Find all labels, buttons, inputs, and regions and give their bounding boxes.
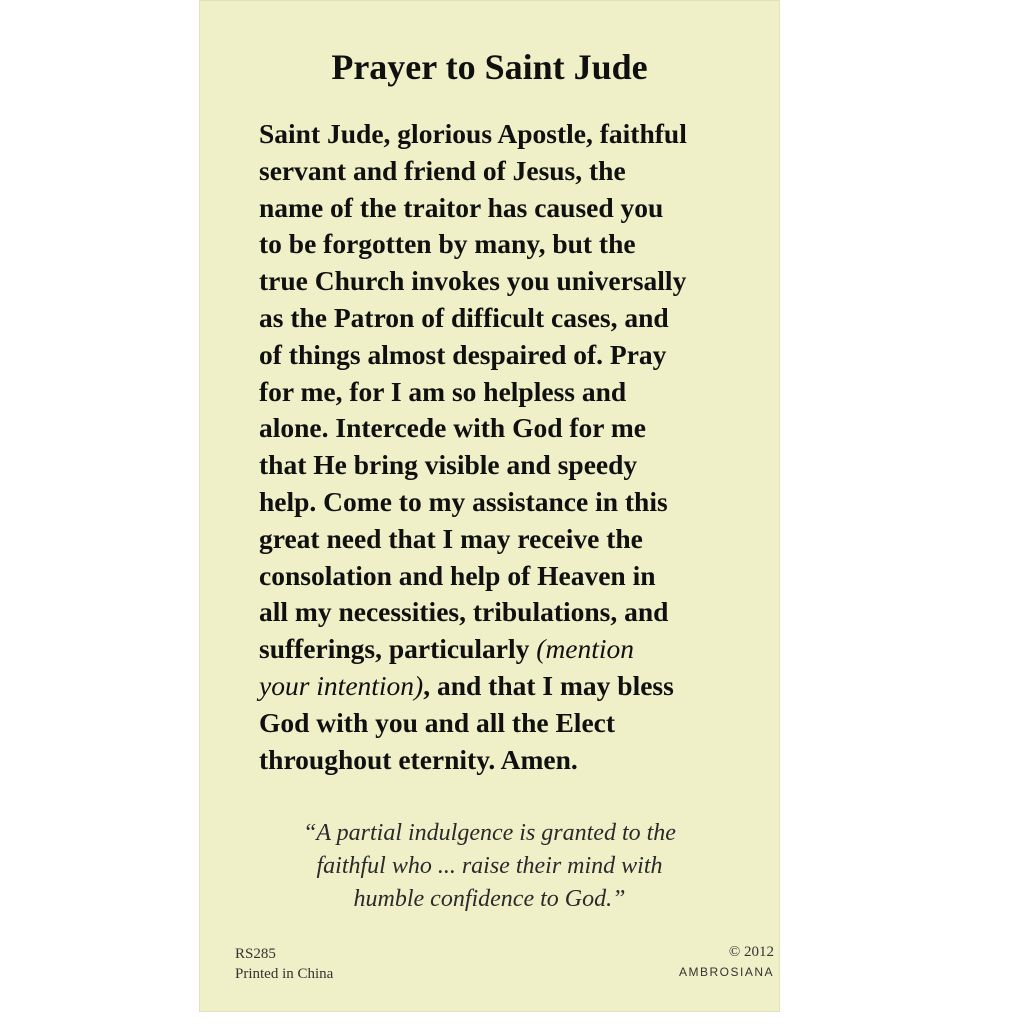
prayer-line: alone. Intercede with God for me [259, 412, 646, 444]
publisher-name: AMBROSIANA [678, 965, 774, 979]
prayer-line: consolation and help of Heaven in [259, 559, 656, 591]
prayer-line: great need that I may receive the [259, 522, 643, 554]
prayer-line: true Church invokes you universally [259, 265, 687, 297]
prayer-line: all my necessities, tribulations, and [259, 596, 669, 628]
indulgence-quote [199, 817, 780, 916]
prayer-line: Saint Jude, glorious Apostle, faithful [259, 118, 687, 149]
intention-note: (mention [536, 633, 635, 665]
prayer-fragment: , and that I may bless [423, 669, 674, 701]
card-title: Prayer to Saint Jude [331, 47, 648, 87]
prayer-text [259, 116, 759, 778]
prayer-line: name of the traitor has caused you [259, 191, 664, 223]
prayer-line: of things almost despaired of. Pray [259, 338, 667, 370]
prayer-card [199, 0, 780, 1012]
prayer-line: throughout eternity. Amen. [259, 743, 578, 775]
prayer-line [259, 631, 759, 668]
prayer-line: help. Come to my assistance in this [259, 485, 668, 517]
copyright-block [679, 942, 774, 982]
prayer-line [259, 668, 759, 705]
copyright-text: © 2012 [728, 944, 774, 960]
printed-in: Printed in China [235, 966, 334, 982]
quote-line: “A partial indulgence is granted to the [303, 820, 676, 846]
quote-line: faithful who ... raise their mind with [316, 853, 663, 879]
prayer-line: that He bring visible and speedy [259, 449, 638, 481]
quote-line: humble confidence to God.” [353, 886, 626, 912]
prayer-line: God with you and all the Elect [259, 706, 616, 738]
prayer-fragment: sufferings, particularly [259, 633, 537, 665]
prayer-line: to be forgotten by many, but the [259, 228, 636, 260]
print-info [235, 944, 333, 984]
prayer-line: servant and friend of Jesus, the [259, 154, 626, 186]
intention-note: your intention) [259, 669, 424, 701]
prayer-line: as the Patron of difficult cases, and [259, 301, 669, 333]
prayer-line: for me, for I am so helpless and [259, 375, 627, 407]
product-code: RS285 [235, 946, 276, 962]
